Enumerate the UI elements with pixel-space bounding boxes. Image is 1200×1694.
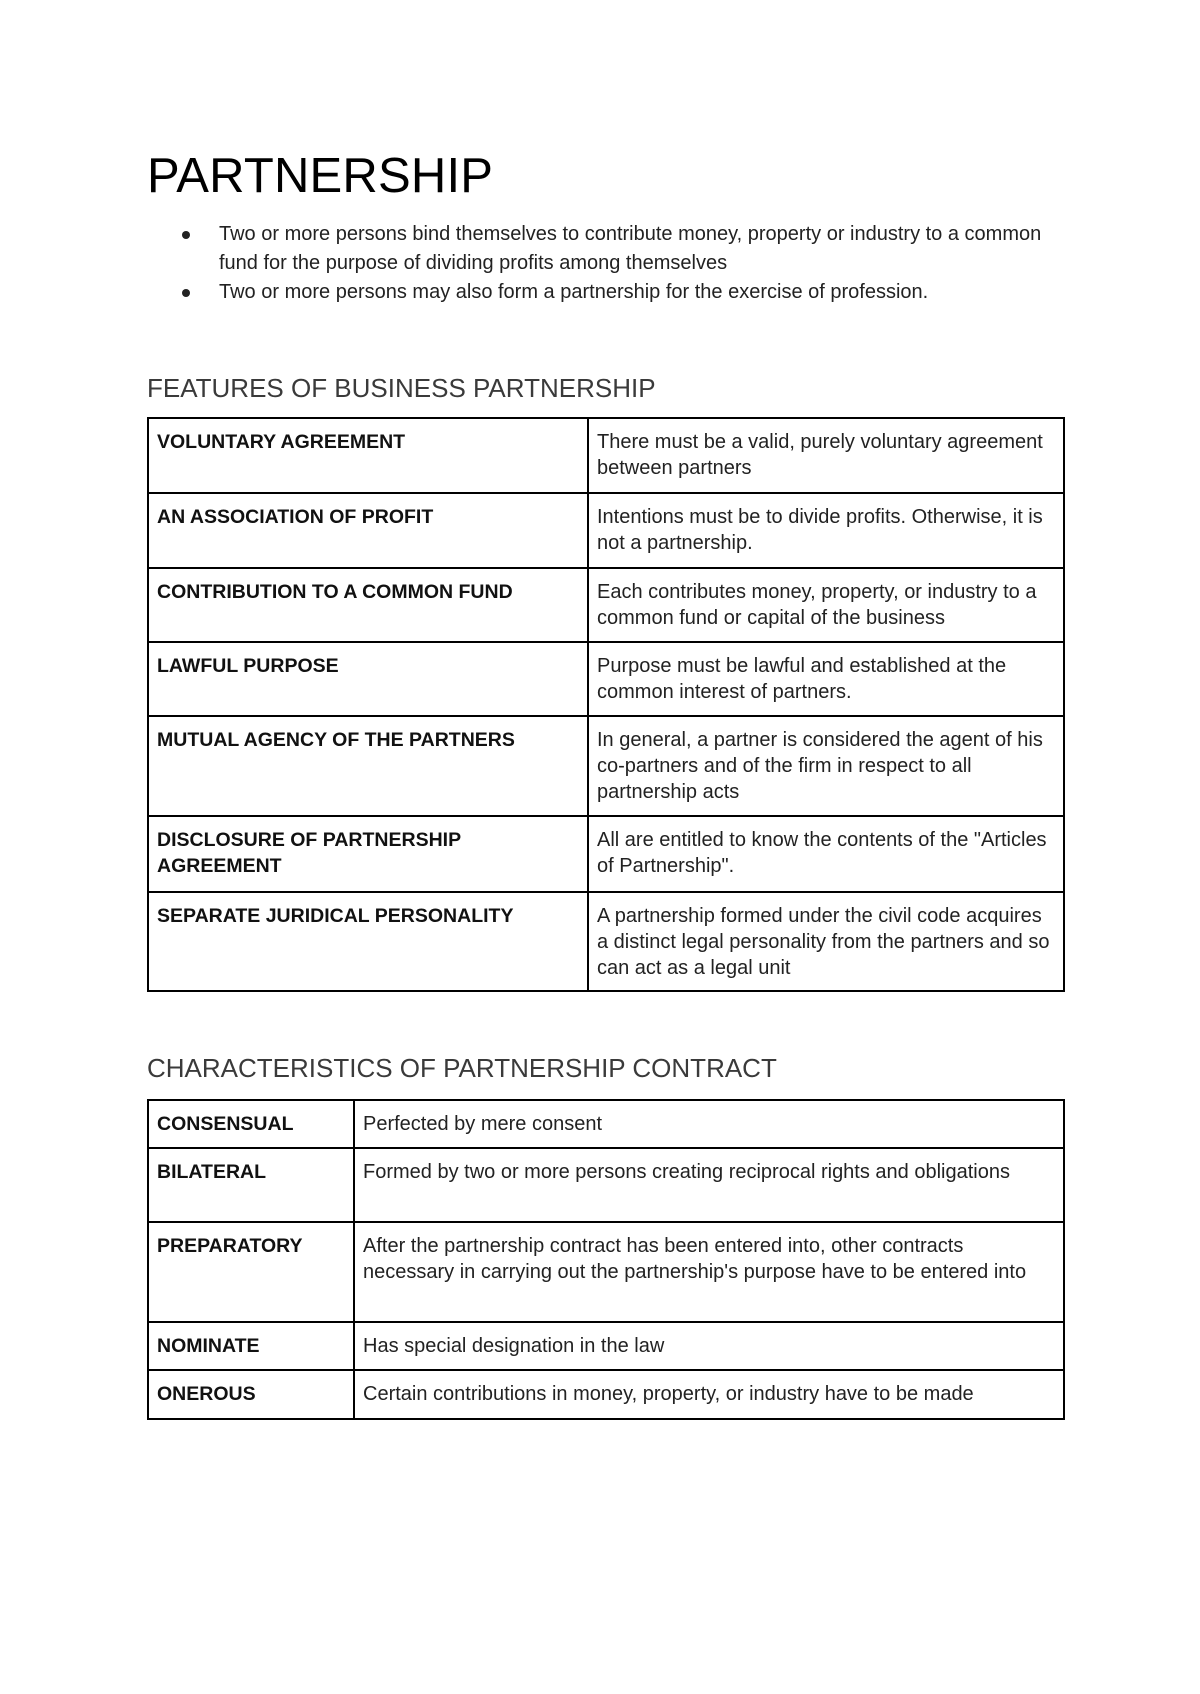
page-title: PARTNERSHIP xyxy=(147,149,494,203)
features-heading: FEATURES OF BUSINESS PARTNERSHIP xyxy=(147,373,656,403)
definition-list xyxy=(147,220,1063,307)
bullet-text: Two or more persons may also form a partnership for the exercise of profession. xyxy=(219,281,929,303)
bullet-icon xyxy=(182,231,190,239)
table-row xyxy=(148,892,1064,991)
table-row xyxy=(148,1148,1064,1222)
characteristic-description: Formed by two or more persons creating reciprocal rights and obligations xyxy=(354,1148,1064,1222)
bullet-text: Two or more persons bind themselves to contribute money, property or industry to a common fund for the purpose of dividing profits among themselves xyxy=(219,223,1042,274)
characteristic-description: After the partnership contract has been entered into, other contracts necessary in carrying out the partnership's purpose have to be entered into xyxy=(354,1222,1064,1322)
table-row xyxy=(148,642,1064,716)
feature-description: Intentions must be to divide profits. Otherwise, it is not a partnership. xyxy=(588,493,1064,568)
feature-term: DISCLOSURE OF PARTNERSHIP AGREEMENT xyxy=(148,816,588,892)
characteristic-description: Perfected by mere consent xyxy=(354,1100,1064,1148)
list-item xyxy=(147,278,1063,307)
feature-description: Purpose must be lawful and established at the common interest of partners. xyxy=(588,642,1064,716)
feature-description: All are entitled to know the contents of the "Articles of Partnership". xyxy=(588,816,1064,892)
feature-description: In general, a partner is considered the agent of his co-partners and of the firm in respect to all partnership acts xyxy=(588,716,1064,816)
characteristic-description: Has special designation in the law xyxy=(354,1322,1064,1370)
table-row xyxy=(148,493,1064,568)
characteristics-table xyxy=(147,1099,1065,1420)
table-row xyxy=(148,418,1064,493)
characteristic-term: BILATERAL xyxy=(148,1148,354,1222)
table-row xyxy=(148,568,1064,642)
table-row xyxy=(148,1322,1064,1370)
feature-description: A partnership formed under the civil code acquires a distinct legal personality from the partners and so can act as a legal unit xyxy=(588,892,1064,991)
table-row xyxy=(148,1222,1064,1322)
bullet-icon xyxy=(182,289,190,297)
table-row xyxy=(148,1370,1064,1419)
feature-description: Each contributes money, property, or industry to a common fund or capital of the business xyxy=(588,568,1064,642)
table-row xyxy=(148,716,1064,816)
characteristic-description: Certain contributions in money, property, or industry have to be made xyxy=(354,1370,1064,1419)
list-item xyxy=(147,220,1063,278)
characteristic-term: CONSENSUAL xyxy=(148,1100,354,1148)
feature-term: MUTUAL AGENCY OF THE PARTNERS xyxy=(148,716,588,816)
characteristic-term: NOMINATE xyxy=(148,1322,354,1370)
table-row xyxy=(148,816,1064,892)
characteristic-term: ONEROUS xyxy=(148,1370,354,1419)
feature-term: LAWFUL PURPOSE xyxy=(148,642,588,716)
feature-term: SEPARATE JURIDICAL PERSONALITY xyxy=(148,892,588,991)
characteristics-heading: CHARACTERISTICS OF PARTNERSHIP CONTRACT xyxy=(147,1053,777,1083)
feature-term: AN ASSOCIATION OF PROFIT xyxy=(148,493,588,568)
feature-term: CONTRIBUTION TO A COMMON FUND xyxy=(148,568,588,642)
feature-description: There must be a valid, purely voluntary agreement between partners xyxy=(588,418,1064,493)
feature-term: VOLUNTARY AGREEMENT xyxy=(148,418,588,493)
features-table xyxy=(147,417,1065,992)
characteristic-term: PREPARATORY xyxy=(148,1222,354,1322)
table-row xyxy=(148,1100,1064,1148)
